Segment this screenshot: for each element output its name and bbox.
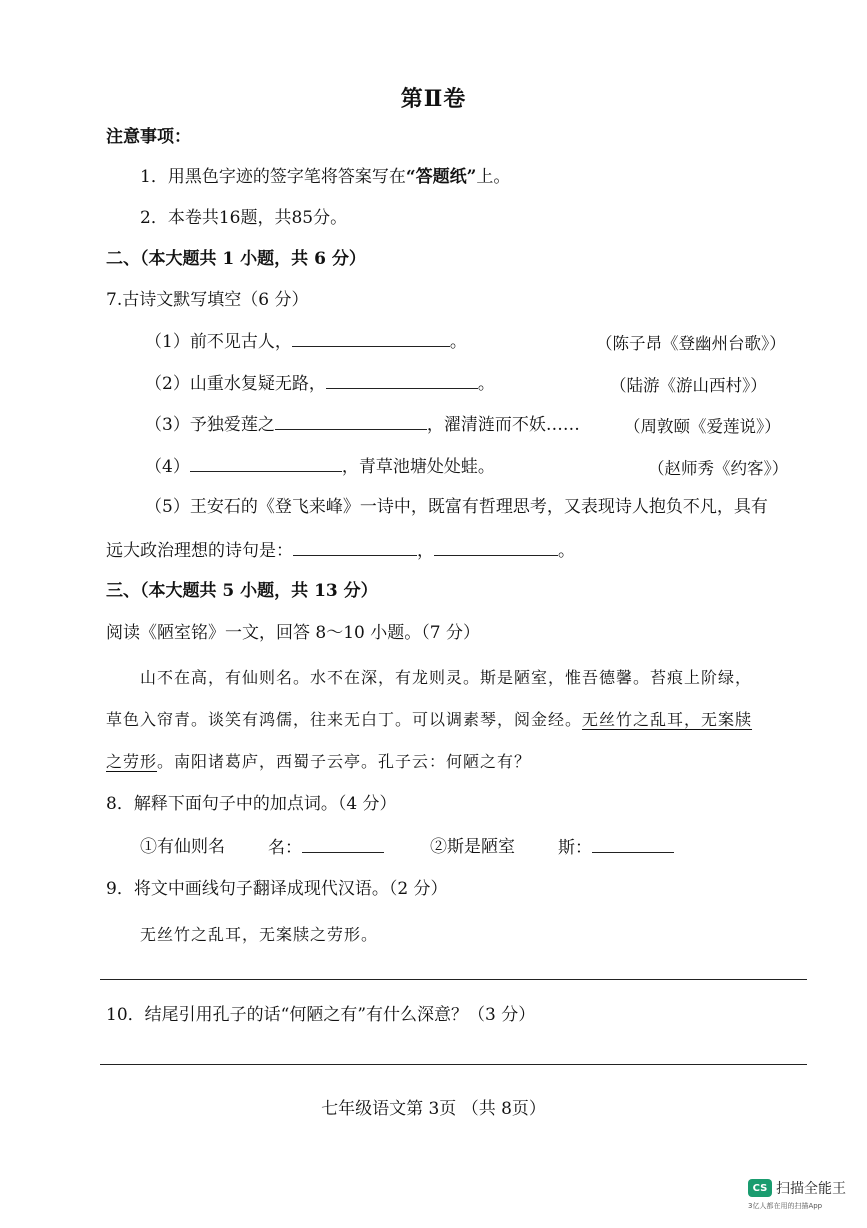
q8-item-a-label: 名： <box>268 838 302 858</box>
q7-line-1-prefix: （1）前不见古人， <box>145 332 292 352</box>
q7-line-4-source: （赵师秀《约客》） <box>648 459 789 478</box>
q7-line-3-source: （周敦颐《爱莲说》） <box>624 417 781 436</box>
scanner-watermark <box>748 1178 846 1198</box>
q8-item-b: ②斯是陋室 <box>430 837 515 857</box>
q7-line-2 <box>145 372 495 395</box>
q9-sentence: 无丝竹之乱耳，无案牍之劳形。 <box>140 925 379 944</box>
q7-line-4-prefix: （4） <box>145 457 190 477</box>
q7-line-3 <box>145 413 580 436</box>
notice-item-1 <box>140 166 510 188</box>
question-7: 7.古诗文默写填空（6 分） <box>106 290 309 310</box>
q8-item-b-label: 斯： <box>558 838 592 858</box>
q7-line-2-suffix: 。 <box>477 374 495 394</box>
q7-item-5-blank-1[interactable] <box>293 539 417 556</box>
q8-item-b-answer <box>558 836 674 859</box>
q8-item-a-blank[interactable] <box>302 836 384 853</box>
q7-item-5-comma: ， <box>417 541 434 561</box>
section-2-heading: 二、（本大题共 1 小题，共 6 分） <box>106 249 366 269</box>
q10-answer-line[interactable] <box>100 1064 807 1065</box>
q7-item-5-prefix: 远大政治理想的诗句是： <box>106 541 293 561</box>
passage-line-2-text: 草色入帘青。谈笑有鸿儒，往来无白丁。可以调素琴，阅金经。 <box>106 710 583 729</box>
notice-heading: 注意事项： <box>106 127 191 147</box>
passage-line-3-text: 。南阳诸葛庐，西蜀子云亭。孔子云：何陋之有？ <box>157 752 532 771</box>
notice-item-2: 2．本卷共16题，共85分。 <box>140 208 348 228</box>
page-title: 第Ⅱ卷 <box>400 86 467 112</box>
q7-line-2-blank[interactable] <box>326 372 478 389</box>
underlined-sentence-part-1: 无丝竹之乱耳，无案牍 <box>582 710 753 729</box>
q8-item-a-answer <box>268 836 384 859</box>
q7-line-3-suffix: ，濯清涟而不妖…… <box>426 415 580 435</box>
camscanner-logo-icon: CS <box>748 1179 772 1197</box>
q7-item-5-blank-2[interactable] <box>434 539 558 556</box>
passage-line-3 <box>106 749 531 772</box>
q7-line-4 <box>145 455 495 478</box>
q9-answer-line[interactable] <box>100 979 807 980</box>
notice-item-1-text-a: 1．用黑色字迹的签字笔将答案写在 <box>140 167 406 187</box>
reading-instruction: 阅读《陋室铭》一文，回答 8～10 小题。（7 分） <box>106 623 480 643</box>
q7-line-1-source: （陈子昂《登幽州台歌》） <box>596 334 786 353</box>
camscanner-tagline: 3亿人都在用的扫描App <box>748 1202 823 1210</box>
q7-line-3-blank[interactable] <box>275 413 427 430</box>
q7-line-1 <box>145 330 467 353</box>
q7-item-5-line-2 <box>106 539 575 562</box>
underlined-sentence-part-2: 之劳形 <box>106 752 158 771</box>
q7-line-2-source: （陆游《游山西村》） <box>610 376 767 395</box>
notice-item-1-text-c: 上。 <box>476 167 511 187</box>
q7-line-3-prefix: （3）予独爱莲之 <box>145 415 275 435</box>
q7-line-4-blank[interactable] <box>190 455 342 472</box>
passage-line-2 <box>106 707 752 730</box>
page-footer: 七年级语文第 3页 （共 8页） <box>321 1099 546 1119</box>
q7-item-5-line-1: （5）王安石的《登飞来峰》一诗中，既富有哲理思考，又表现诗人抱负不凡，具有 <box>145 497 768 517</box>
q7-item-5-end: 。 <box>558 541 575 561</box>
question-8: 8．解释下面句子中的加点词。（4 分） <box>106 794 397 814</box>
q7-line-4-suffix: ，青草池塘处处蛙。 <box>341 457 495 477</box>
camscanner-name: 扫描全能王 <box>776 1181 846 1197</box>
q8-item-a: ①有仙则名 <box>140 837 225 857</box>
q7-line-1-blank[interactable] <box>292 330 450 347</box>
q7-line-1-suffix: 。 <box>449 332 467 352</box>
q8-item-b-blank[interactable] <box>592 836 674 853</box>
section-3-heading: 三、（本大题共 5 小题，共 13 分） <box>106 581 378 601</box>
answer-sheet-term: “答题纸” <box>405 167 477 187</box>
question-9: 9．将文中画线句子翻译成现代汉语。（2 分） <box>106 879 448 899</box>
question-10: 10．结尾引用孔子的话“何陋之有”有什么深意？（3 分） <box>106 1005 536 1025</box>
q7-line-2-prefix: （2）山重水复疑无路， <box>145 374 326 394</box>
passage-line-1: 山不在高，有仙则名。水不在深，有龙则灵。斯是陋室，惟吾德馨。苔痕上阶绿， <box>140 668 753 687</box>
